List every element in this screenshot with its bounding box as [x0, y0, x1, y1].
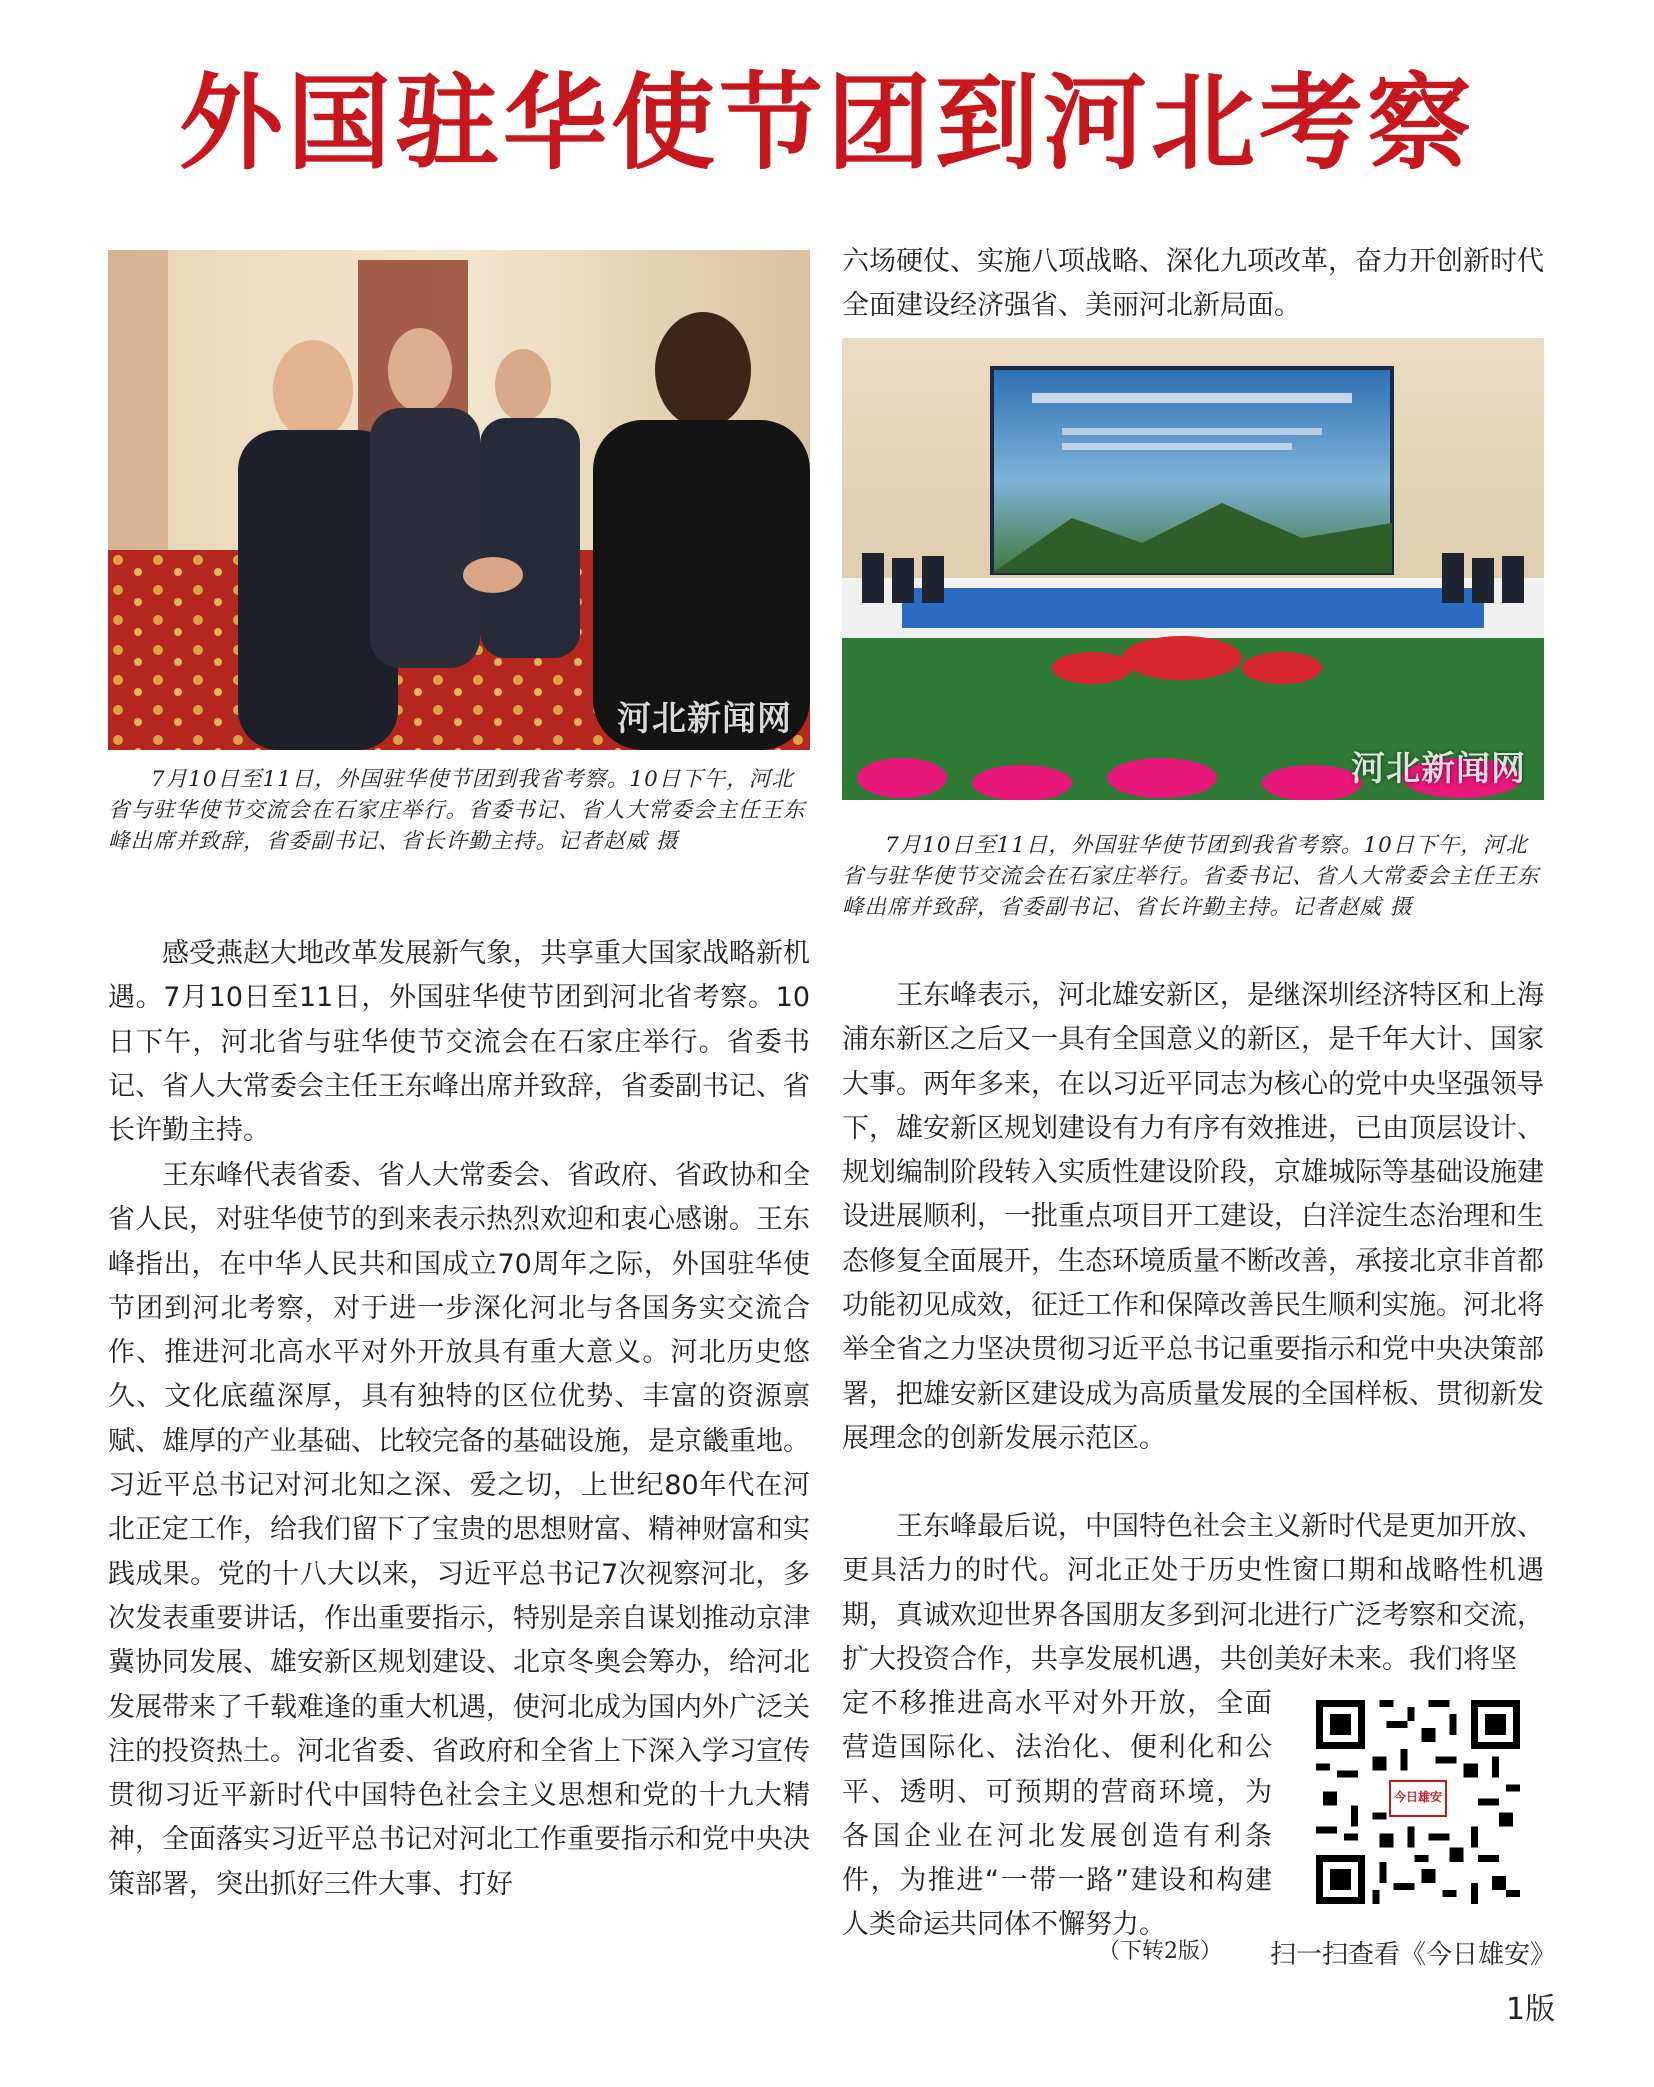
- meeting-photo: [842, 338, 1544, 800]
- qr-center-label: 今日雄安: [1393, 1790, 1442, 1804]
- article-paragraph: 定不移推进高水平对外开放，全面营造国际化、法治化、便利化和公平、透明、可预期的营商环境，为各国企业在河北发展创造有利条件，为推进“一带一路”建设和构建人类命运共同体不懈努力。: [842, 1688, 1272, 1941]
- article-paragraph: 王东峰最后说，中国特色社会主义新时代是更加开放、更具活力的时代。河北正处于历史性窗口期和战略性机遇期，真诚欢迎世界各国朋友多到河北进行广泛考察和交流，扩大投资合作，共享发展机遇，共创美好未来。我们将坚: [842, 1511, 1544, 1675]
- article-paragraph: 王东峰代表省委、省人大常委会、省政府、省政协和全省人民，对驻华使节的到来表示热烈欢迎和衷心感谢。王东峰指出，在中华人民共和国成立70周年之际，外国驻华使节团到河北考察，对于进一步深化河北与各国务实交流合作、推进河北高水平对外开放具有重大意义。河北历史悠久、文化底蕴深厚，具有独特的区位优势、丰富的资源禀赋、雄厚的产业基础、比较完备的基础设施，是京畿重地。习近平总书记对河北知之深、爱之切，上世纪80年代在河北正定工作，给我们留下了宝贵的思想财富、精神财富和实践成果。党的十八大以来，习近平总书记7次视察河北，多次发表重要讲话，作出重要指示，特别是亲自谋划推动京津冀协同发展、雄安新区规划建设、北京冬奥会筹办，给河北发展带来了千载难逢的重大机遇，使河北成为国内外广泛关注的投资热土。河北省委、省政府和全省上下深入学习宣传贯彻习近平新时代中国特色社会主义思想和党的十九大精神，全面落实习近平总书记对河北工作重要指示和党中央决策部署，突出抓好三件大事、打好: [108, 1160, 810, 1900]
- headline: 外国驻华使节团到河北考察: [178, 61, 1475, 184]
- photo-caption: 7月10日至11日，外国驻华使节团到我省考察。10日下午，河北省与驻华使节交流会在石家庄举行。省委书记、省人大常委会主任王东峰出席并致辞，省委副书记、省长许勤主持。记者赵威 摄: [108, 767, 806, 854]
- article-paragraph: 王东峰表示，河北雄安新区，是继深圳经济特区和上海浦东新区之后又一具有全国意义的新区，是千年大计、国家大事。两年多来，在以习近平同志为核心的党中央坚强领导下，雄安新区规划建设有力有序有效推进，已由顶层设计、规划编制阶段转入实质性建设阶段，京雄城际等基础设施建设进展顺利，一批重点项目开工建设，白洋淀生态治理和生态修复全面展开，生态环境质量不断改善，承接北京非首都功能初见成效，征迁工作和保障改善民生顺利实施。河北将举全省之力坚决贯彻习近平总书记重要指示和党中央决策部署，把雄安新区建设成为高质量发展的全国样板、贯彻新发展理念的创新发展示范区。: [842, 980, 1544, 1454]
- handshake-photo: [108, 250, 810, 750]
- page-number: 1版: [1506, 1992, 1556, 2027]
- qr-code[interactable]: [1316, 1700, 1520, 1904]
- article-paragraph: 感受燕赵大地改革发展新气象，共享重大国家战略新机遇。7月10日至11日，外国驻华使节团到河北省考察。10日下午，河北省与驻华使节交流会在石家庄举行。省委书记、省人大常委会主任王东峰出席并致辞，省委副书记、省长许勤主持。: [108, 938, 810, 1147]
- continued-note: （下转2版）: [1098, 1939, 1222, 1964]
- qr-scan-label: 扫一扫查看《今日雄安》: [1270, 1940, 1557, 1970]
- photo-caption: 7月10日至11日，外国驻华使节团到我省考察。10日下午，河北省与驻华使节交流会在石家庄举行。省委书记、省人大常委会主任王东峰出席并致辞，省委副书记、省长许勤主持。记者赵威 摄: [842, 833, 1540, 920]
- article-paragraph-continued: 六场硬仗、实施八项战略、深化九项改革，奋力开创新时代全面建设经济强省、美丽河北新局面。: [842, 246, 1544, 322]
- photo-watermark: 河北新闻网: [617, 699, 792, 739]
- photo-watermark: 河北新闻网: [1351, 749, 1526, 789]
